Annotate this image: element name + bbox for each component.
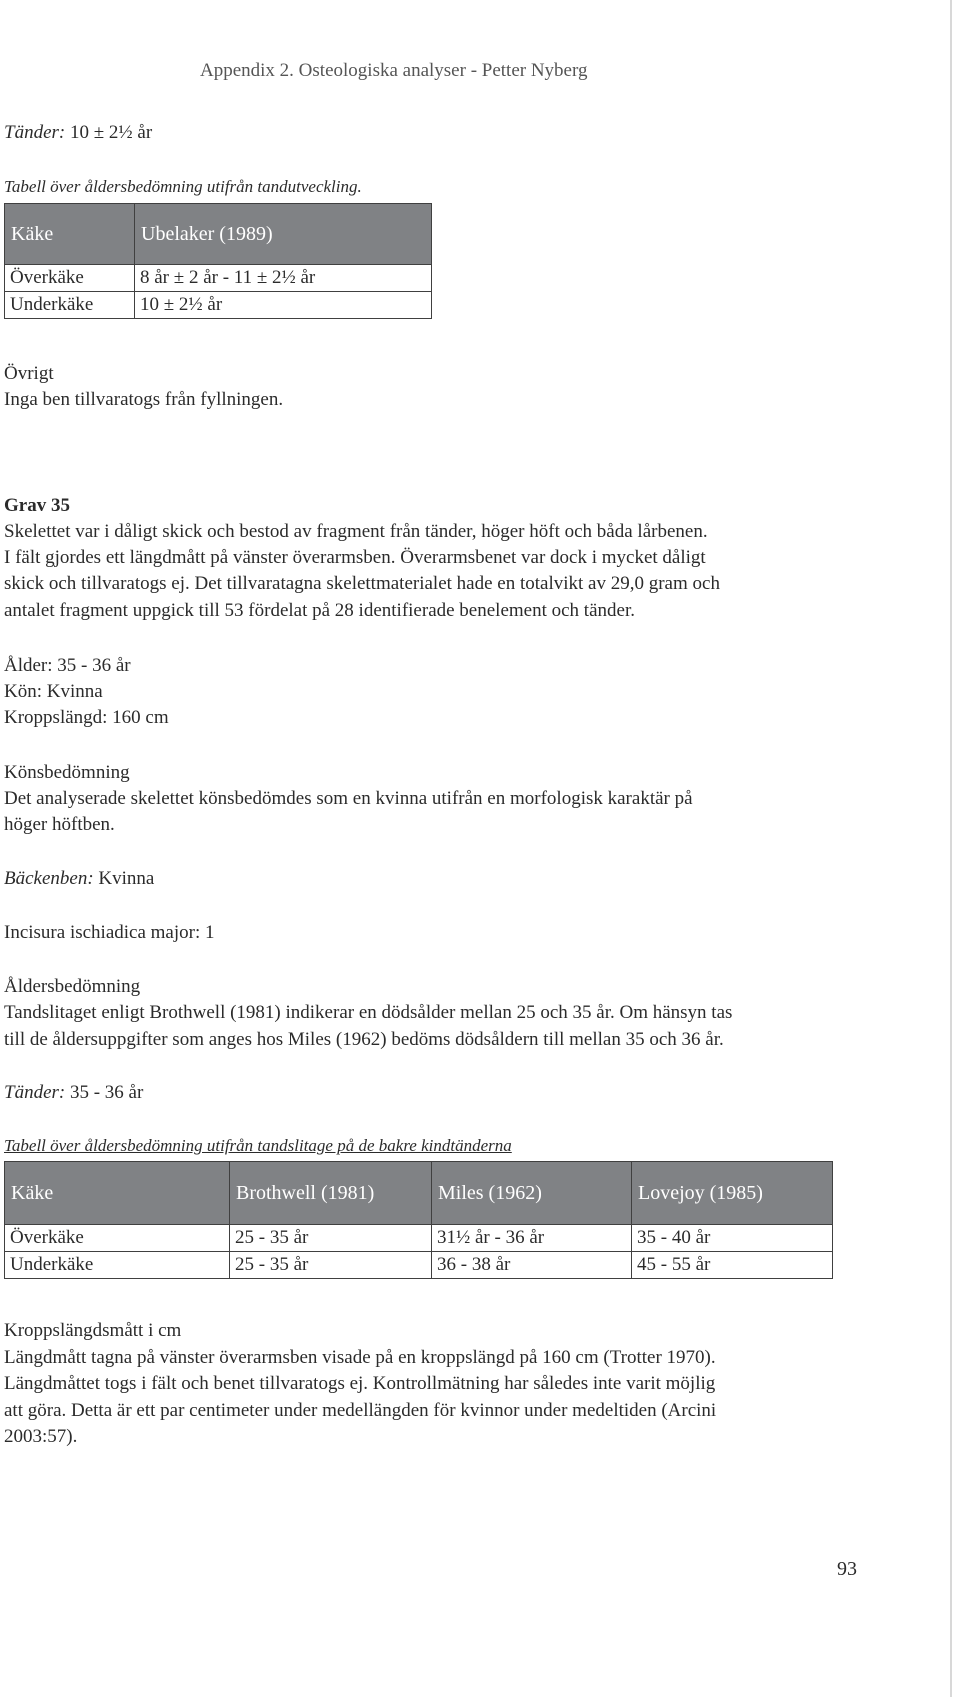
- teeth-value: 10 ± 2½ år: [65, 122, 153, 143]
- page-edge-rule: [950, 0, 960, 1697]
- table2-caption-text: Tabell över åldersbedömning utifrån tandslitage på de bakre kindtänderna: [4, 1136, 512, 1155]
- table2-caption: [4, 1133, 824, 1159]
- teeth-age-line-2: [4, 1080, 824, 1106]
- age-summary: Ålder: 35 - 36 år: [4, 655, 131, 676]
- table-cell: Underkäke: [5, 1252, 230, 1279]
- other-heading: Övrigt: [4, 363, 54, 384]
- table-cell: Underkäke: [5, 292, 135, 319]
- height-text-line: att göra. Detta är ett par centimeter under medellängden för kvinnor under medeltiden (Arcini: [4, 1400, 717, 1421]
- height-heading: Kroppslängdsmått i cm: [4, 1320, 182, 1341]
- table-cell: 25 - 35 år: [230, 1225, 432, 1252]
- pelvis-line: [4, 866, 824, 892]
- height-text-line: Längdmått tagna på vänster överarmsben visade på en kroppslängd på 160 cm (Trotter 1970).: [4, 1347, 716, 1368]
- table-cell: 25 - 35 år: [230, 1252, 432, 1279]
- table-header-cell: Käke: [5, 1162, 230, 1225]
- table-row: [5, 265, 432, 292]
- table-cell: 45 - 55 år: [632, 1252, 833, 1279]
- table-row: [5, 292, 432, 319]
- sex-text-line: höger höftben.: [4, 814, 115, 835]
- table-header-cell: Brothwell (1981): [230, 1162, 432, 1225]
- table-cell: 10 ± 2½ år: [135, 292, 432, 319]
- sex-text-line: Det analyserade skelettet könsbedömdes som en kvinna utifrån en morfologisk karaktär på: [4, 788, 693, 809]
- age-heading: Åldersbedömning: [4, 976, 141, 997]
- teeth-age-line: [4, 120, 824, 146]
- sex-summary: Kön: Kvinna: [4, 681, 103, 702]
- table-row: [5, 1252, 833, 1279]
- teeth-value: 35 - 36 år: [65, 1082, 144, 1103]
- height-summary: Kroppslängd: 160 cm: [4, 707, 169, 728]
- table-cell: 8 år ± 2 år - 11 ± 2½ år: [135, 265, 432, 292]
- grave-title: Grav 35: [4, 495, 70, 516]
- incisura-line: Incisura ischiadica major: 1: [4, 922, 215, 943]
- table1-caption: [4, 174, 824, 200]
- development-age-table: [4, 203, 432, 319]
- grave-description-line: antalet fragment uppgick till 53 fördelat på 28 identifierade benelement och tänder.: [4, 600, 635, 621]
- sex-heading: Könsbedömning: [4, 762, 130, 783]
- pelvis-value: Kvinna: [93, 868, 155, 889]
- table-cell: 36 - 38 år: [432, 1252, 632, 1279]
- pelvis-label: Bäckenben:: [4, 868, 94, 889]
- height-text-line: Längdmåttet togs i fält och benet tillvaratogs ej. Kontrollmätning har således inte varit möjlig: [4, 1373, 716, 1394]
- table-header-row: [5, 1162, 833, 1225]
- grave-description-line: Skelettet var i dåligt skick och bestod av fragment från tänder, höger höft och båda lårbenen.: [4, 521, 708, 542]
- teeth-label: Tänder:: [4, 122, 66, 143]
- age-text-line: Tandslitaget enligt Brothwell (1981) indikerar en dödsålder mellan 25 och 35 år. Om hänsyn tas: [4, 1002, 733, 1023]
- wear-age-table: [4, 1161, 833, 1279]
- other-text: Inga ben tillvaratogs från fyllningen.: [4, 389, 284, 410]
- table-row: [5, 1225, 833, 1252]
- age-text-line: till de åldersuppgifter som anges hos Miles (1962) bedöms dödsåldern till mellan 35 och 36 år.: [4, 1029, 724, 1050]
- table-header-row: [5, 204, 432, 265]
- running-header: Appendix 2. Osteologiska analyser - Petter Nyberg: [200, 60, 588, 81]
- table-header-cell: Ubelaker (1989): [135, 204, 432, 265]
- height-text-line: 2003:57).: [4, 1426, 78, 1447]
- grave-description-line: skick och tillvaratogs ej. Det tillvaratagna skelettmaterialet hade en totalvikt av 29,0 gram och: [4, 573, 720, 594]
- teeth-label: Tänder:: [4, 1082, 66, 1103]
- table-header-cell: Käke: [5, 204, 135, 265]
- grave-description-line: I fält gjordes ett längdmått på vänster överarmsben. Överarmsbenet var dock i mycket dåligt: [4, 547, 706, 568]
- table1-caption-text: Tabell över åldersbedömning utifrån tandutveckling.: [4, 177, 362, 196]
- table-header-cell: Lovejoy (1985): [632, 1162, 833, 1225]
- table-header-cell: Miles (1962): [432, 1162, 632, 1225]
- table-cell: Överkäke: [5, 265, 135, 292]
- table-cell: 35 - 40 år: [632, 1225, 833, 1252]
- page-number: 93: [837, 1558, 857, 1580]
- table-cell: 31½ år - 36 år: [432, 1225, 632, 1252]
- table-cell: Överkäke: [5, 1225, 230, 1252]
